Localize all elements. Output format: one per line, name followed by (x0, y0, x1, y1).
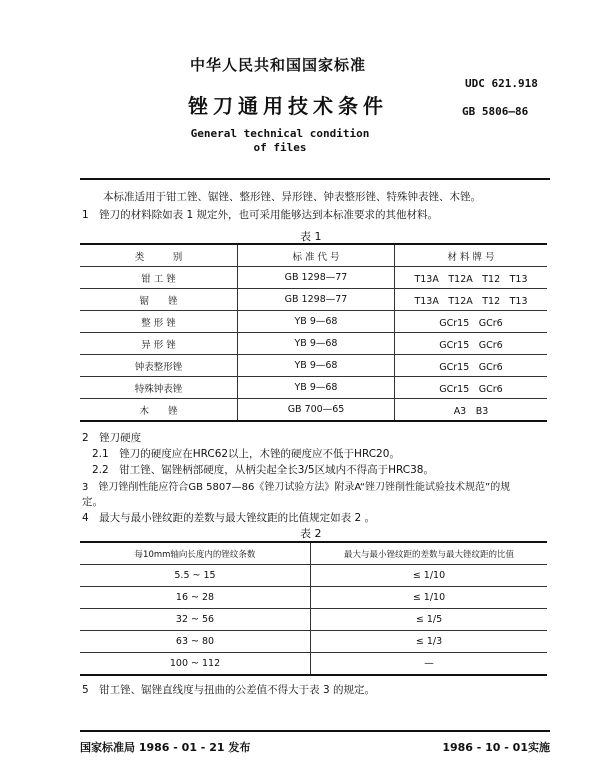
cell: GCr15 GCr6 (395, 355, 548, 377)
effective-date: 1986 - 10 - 01实施 (442, 741, 550, 754)
table-row (80, 653, 547, 676)
cell: 钳 工 锉 (80, 267, 238, 289)
table-row (80, 267, 547, 289)
table-row (80, 333, 547, 355)
header-cell: 每10mm轴向长度内的锉纹条数 (80, 542, 311, 565)
english-title-line2: of files (253, 141, 307, 154)
clause-2: 2 锉刀硬度 (82, 432, 142, 444)
cell: YB 9—68 (238, 311, 395, 333)
header-divider (80, 178, 550, 180)
cell: GCr15 GCr6 (395, 311, 548, 333)
clause-4: 4 最大与最小锉纹距的差数与最大锉纹距的比值规定如表 2 。 (82, 512, 376, 524)
header-cell: 最大与最小锉纹距的差数与最大锉纹距的比值 (311, 542, 548, 565)
issuing-authority-header: 中华人民共和国国家标准 (190, 56, 367, 74)
table2-caption: 表 2 (300, 527, 322, 540)
clause-2-2: 2.2 钳工锉、锯锉柄部硬度，从柄尖起全长3/5区域内不得高于HRC38。 (92, 464, 434, 476)
table-row (80, 587, 547, 609)
cell: 整 形 锉 (80, 311, 238, 333)
table-row (80, 609, 547, 631)
cell: 异 形 锉 (80, 333, 238, 355)
cell: 63 ~ 80 (80, 631, 311, 653)
table-header-row (80, 244, 547, 267)
cell: YB 9—68 (238, 333, 395, 355)
table-row (80, 311, 547, 333)
clause-2-1: 2.1 锉刀的硬度应在HRC62以上，木锉的硬度应不低于HRC20。 (92, 448, 400, 460)
cell: YB 9—68 (238, 355, 395, 377)
cell: ≤ 1/5 (311, 609, 548, 631)
cell: GCr15 GCr6 (395, 377, 548, 399)
header-cell: 类 别 (80, 244, 238, 267)
cell: — (311, 653, 548, 676)
clause-3-continued: 定。 (82, 496, 103, 508)
udc-code: UDC 621.918 (465, 77, 538, 90)
cell: 32 ~ 56 (80, 609, 311, 631)
table-header-row (80, 542, 547, 565)
cell: GB 1298—77 (238, 289, 395, 311)
table-row (80, 565, 547, 587)
clause-1: 1 锉刀的材料除如表 1 规定外，也可采用能够达到本标准要求的其他材料。 (82, 209, 439, 221)
cell: 特殊钟表锉 (80, 377, 238, 399)
cell: YB 9—68 (238, 377, 395, 399)
cell: GB 700—65 (238, 399, 395, 422)
table-1 (80, 243, 547, 422)
cell: 锯 锉 (80, 289, 238, 311)
clause-5: 5 钳工锉、锯锉直线度与扭曲的公差值不得大于表 3 的规定。 (82, 684, 376, 696)
header-cell: 材 料 牌 号 (395, 244, 548, 267)
cell: ≤ 1/10 (311, 587, 548, 609)
table-row (80, 355, 547, 377)
cell: A3 B3 (395, 399, 548, 422)
cell: 5.5 ~ 15 (80, 565, 311, 587)
cell: 钟表整形锉 (80, 355, 238, 377)
document-title: 锉刀通用技术条件 (188, 94, 388, 118)
standard-code: GB 5806—86 (462, 105, 529, 118)
clause-3: 3 锉刀锉削性能应符合GB 5807—86《锉刀试验方法》附录A“锉刀锉削性能试验技术规范”的规 (82, 482, 511, 493)
english-title-line1: General technical condition (190, 127, 370, 140)
table-row (80, 377, 547, 399)
header-cell: 标 准 代 号 (238, 244, 395, 267)
cell: 木 锉 (80, 399, 238, 422)
table-row (80, 631, 547, 653)
table-2 (80, 541, 547, 676)
cell: ≤ 1/3 (311, 631, 548, 653)
cell: GCr15 GCr6 (395, 333, 548, 355)
cell: 16 ~ 28 (80, 587, 311, 609)
intro-paragraph: 本标准适用于钳工锉、锯锉、整形锉、异形锉、钟表整形锉、特殊钟表锉、木锉。 (103, 191, 481, 203)
table-row (80, 399, 547, 422)
cell: T13A T12A T12 T13 (395, 267, 548, 289)
cell: GB 1298—77 (238, 267, 395, 289)
table1-caption: 表 1 (300, 230, 322, 243)
cell: ≤ 1/10 (311, 565, 548, 587)
issue-date: 国家标准局 1986 - 01 - 21 发布 (80, 741, 251, 754)
table-row (80, 289, 547, 311)
cell: T13A T12A T12 T13 (395, 289, 548, 311)
cell: 100 ~ 112 (80, 653, 311, 676)
footer-divider (80, 730, 550, 732)
